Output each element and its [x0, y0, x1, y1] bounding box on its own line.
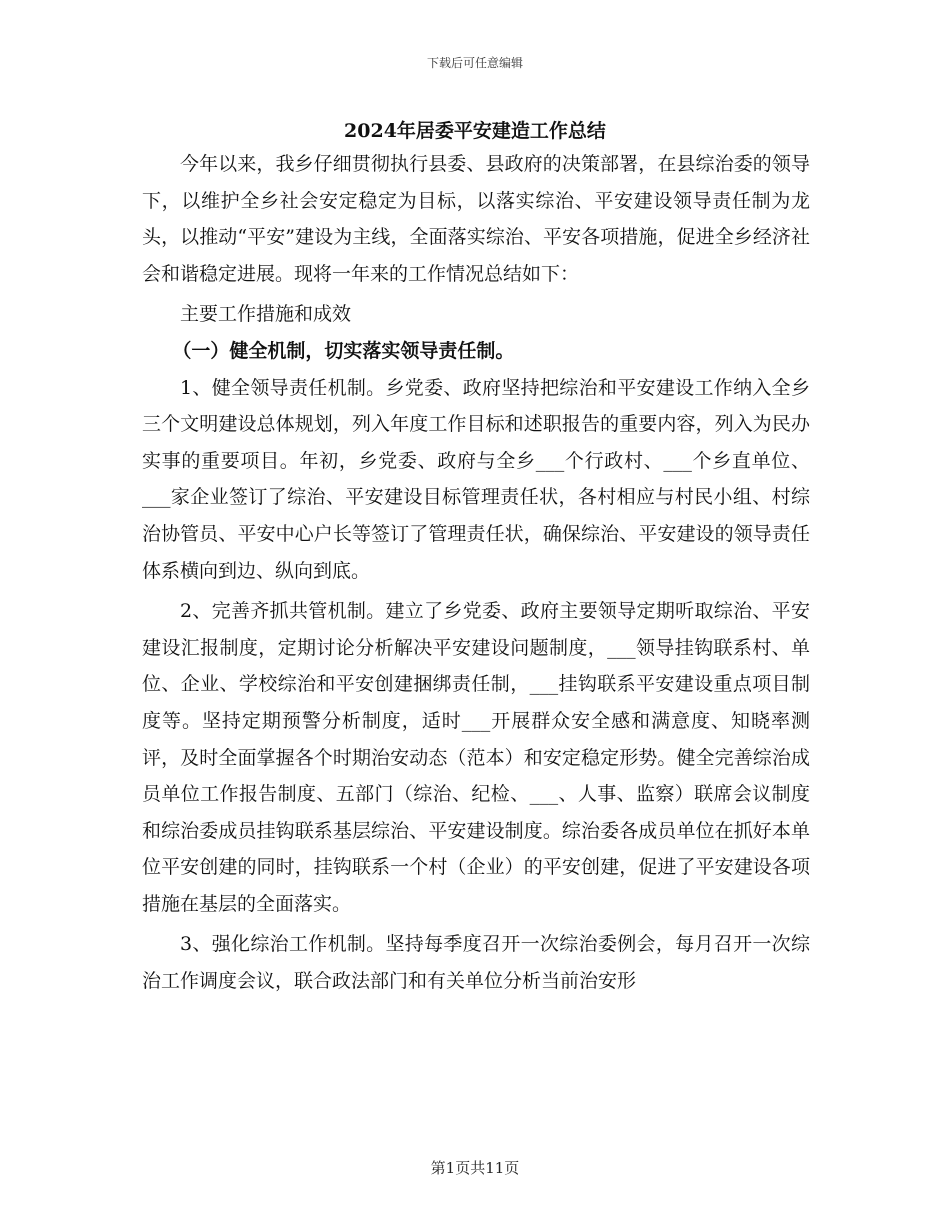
- item-3-paragraph: 3、强化综治工作机制。坚持每季度召开一次综治委例会，每月召开一次综治工作调度会议，联合政法部门和有关单位分析当前治安形: [142, 933, 810, 993]
- header-note: 下载后可任意编辑: [426, 56, 523, 70]
- subheading-1: （一）健全机制，切实落实领导责任制。: [172, 339, 515, 362]
- document-title: 2024年居委平安建造工作总结: [344, 120, 606, 142]
- section-heading: 主要工作措施和成效: [180, 303, 352, 326]
- document-body: [142, 146, 810, 1000]
- item-2-paragraph: 2、完善齐抓共管机制。建立了乡党委、政府主要领导定期听取综治、平安建设汇报制度，定期讨论分析解决平安建设问题制度，___领导挂钩联系村、单位、企业、学校综治和平安创建捆绑责任制，___挂钩联系平安建设重点项目制度等。坚持定期预警分析制度，适时___开展群众安全感和满意度、知晓率测评，及时全面掌握各个时期治安动态（范本）和安定稳定形势。健全完善综治成员单位工作报告制度、五部门（综治、纪检、___、人事、监察）联席会议制度和综治委成员挂钩联系基层综治、平安建设制度。综治委各成员单位在抓好本单位平安创建的同时，挂钩联系一个村（企业）的平安创建，促进了平安建设各项措施在基层的全面落实。: [142, 600, 810, 915]
- item-1-paragraph: 1、健全领导责任机制。乡党委、政府坚持把综治和平安建设工作纳入全乡三个文明建设总体规划，列入年度工作目标和述职报告的重要内容，列入为民办实事的重要项目。年初，乡党委、政府与全乡___个行政村、___个乡直单位、___家企业签订了综治、平安建设目标管理责任状，各村相应与村民小组、村综治协管员、平安中心户长等签订了管理责任状，确保综治、平安建设的领导责任体系横向到边、纵向到底。: [142, 376, 810, 582]
- intro-paragraph: 今年以来，我乡仔细贯彻执行县委、县政府的决策部署，在县综治委的领导下，以维护全乡社会安定稳定为目标，以落实综治、平安建设领导责任制为龙头，以推动“平安”建设为主线，全面落实综治、平安各项措施，促进全乡经济社会和谐稳定进展。现将一年来的工作情况总结如下：: [142, 153, 810, 285]
- page-number-footer: 第1页共11页: [430, 1159, 520, 1177]
